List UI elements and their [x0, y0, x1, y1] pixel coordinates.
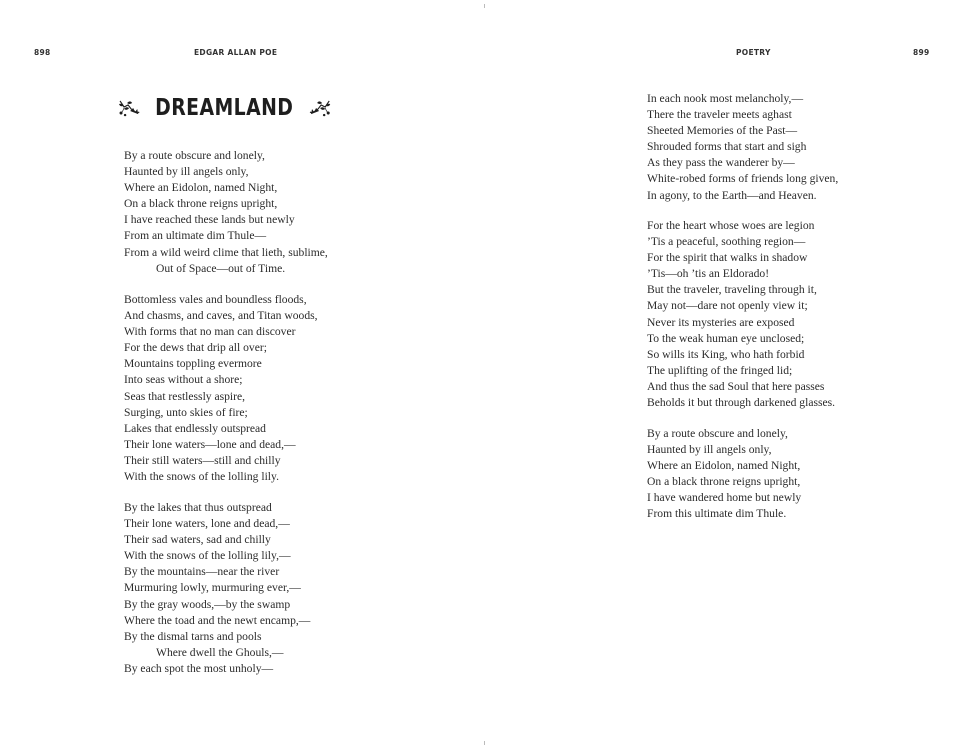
- verse-line: From an ultimate dim Thule—: [124, 229, 267, 243]
- verse-line: Where the toad and the newt encamp,—: [124, 613, 311, 627]
- verse-line: Mountains toppling evermore: [124, 357, 262, 371]
- verse-line: For the spirit that walks in shadow: [647, 251, 808, 265]
- verse-line: Murmuring lowly, murmuring ever,—: [124, 581, 301, 595]
- verse-line: I have reached these lands but newly: [124, 213, 295, 227]
- running-head: POETRY: [736, 48, 771, 57]
- verse-line: Sheeted Memories of the Past—: [647, 124, 798, 138]
- verse-line: With the snows of the lolling lily.: [124, 470, 279, 484]
- verse-line: Shrouded forms that start and sigh: [647, 140, 807, 154]
- verse-line: On a black throne reigns upright,: [124, 197, 278, 211]
- stanza-2: [124, 292, 318, 485]
- floral-bat-flourish-icon: [117, 88, 140, 128]
- verse-line: Their still waters—still and chilly: [124, 453, 281, 467]
- verse-line: Seas that restlessly aspire,: [124, 389, 246, 403]
- running-head: EDGAR ALLAN POE: [194, 48, 278, 57]
- verse-line: By the dismal tarns and pools: [124, 629, 262, 643]
- crop-mark: [484, 4, 485, 8]
- verse-line: Their sad waters, sad and chilly: [124, 533, 271, 547]
- verse-line: By the mountains—near the river: [124, 565, 280, 579]
- verse-line: Their lone waters, lone and dead,—: [124, 517, 290, 531]
- verse-line: So wills its King, who hath forbid: [647, 347, 805, 361]
- verse-line: White-robed forms of friends long given,: [647, 172, 839, 186]
- verse-line: Beholds it but through darkened glasses.: [647, 396, 836, 410]
- floral-bat-flourish-icon: [309, 88, 332, 128]
- verse-line: And thus the sad Soul that here passes: [647, 379, 825, 393]
- verse-line: I have wandered home but newly: [647, 491, 802, 505]
- verse-line: ’Tis a peaceful, soothing region—: [647, 235, 806, 249]
- verse-line: Where an Eidolon, named Night,: [124, 181, 278, 195]
- verse-line: May not—dare not openly view it;: [647, 299, 808, 313]
- verse-line: By the lakes that thus outspread: [124, 501, 272, 514]
- stanza-4: [647, 91, 838, 204]
- verse-line: From this ultimate dim Thule.: [647, 507, 787, 521]
- verse-line: On a black throne reigns upright,: [647, 475, 801, 489]
- verse-line: There the traveler meets aghast: [647, 108, 792, 122]
- verse-line: By a route obscure and lonely,: [647, 427, 788, 440]
- verse-line: Where an Eidolon, named Night,: [647, 459, 801, 473]
- stanza-6: [647, 426, 801, 523]
- verse-line: But the traveler, traveling through it,: [647, 283, 817, 297]
- stanza-5: [647, 218, 835, 411]
- verse-line: With the snows of the lolling lily,—: [124, 549, 291, 563]
- crop-mark: [484, 741, 485, 745]
- verse-line: From a wild weird clime that lieth, sublime,: [124, 245, 328, 259]
- verse-line: In each nook most melancholy,—: [647, 92, 804, 105]
- verse-line: And chasms, and caves, and Titan woods,: [124, 309, 318, 323]
- verse-line: As they pass the wanderer by—: [647, 156, 795, 170]
- verse-line: With forms that no man can discover: [124, 325, 296, 339]
- verse-line: By the gray woods,—by the swamp: [124, 597, 291, 611]
- page-number: 898: [34, 48, 51, 57]
- verse-line: Lakes that endlessly outspread: [124, 421, 266, 435]
- verse-line: Haunted by ill angels only,: [124, 165, 249, 179]
- verse-line: ’Tis—oh ’tis an Eldorado!: [647, 267, 770, 281]
- title-block: [117, 86, 332, 130]
- verse-line: Into seas without a shore;: [124, 373, 243, 387]
- stanza-3: [124, 500, 310, 677]
- verse-line: The uplifting of the fringed lid;: [647, 363, 793, 377]
- verse-line: For the dews that drip all over;: [124, 341, 267, 355]
- page-number: 899: [913, 48, 930, 57]
- verse-line: To the weak human eye unclosed;: [647, 331, 805, 345]
- poem-title: DREAMLAND: [155, 95, 294, 121]
- verse-line: Never its mysteries are exposed: [647, 315, 795, 329]
- right-page: [485, 0, 970, 751]
- verse-line: Haunted by ill angels only,: [647, 443, 772, 457]
- verse-line: By each spot the most unholy—: [124, 661, 274, 675]
- stanza-1: [124, 148, 328, 277]
- verse-line: Surging, unto skies of fire;: [124, 405, 248, 419]
- verse-line: Their lone waters—lone and dead,—: [124, 437, 296, 451]
- verse-line: For the heart whose woes are legion: [647, 219, 815, 232]
- verse-line: Bottomless vales and boundless floods,: [124, 293, 307, 306]
- verse-line: Out of Space—out of Time.: [156, 261, 286, 275]
- verse-line: Where dwell the Ghouls,—: [156, 645, 284, 659]
- verse-line: By a route obscure and lonely,: [124, 149, 265, 162]
- verse-line: In agony, to the Earth—and Heaven.: [647, 188, 817, 202]
